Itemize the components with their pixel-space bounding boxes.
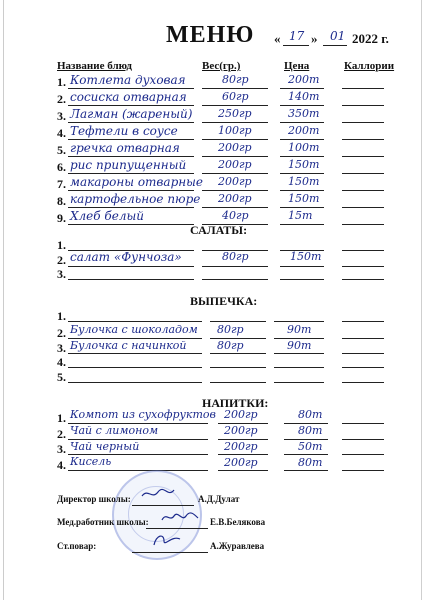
director-label: Директор школы:: [57, 494, 131, 504]
dish-name: Лагман (жареный): [70, 107, 193, 121]
date-day: 17: [289, 29, 305, 43]
calories-blank: [342, 224, 384, 225]
dish-price: 100т: [288, 141, 320, 154]
page-edge-left: [3, 0, 4, 600]
dish-price: 350т: [288, 107, 320, 120]
dish-price: 80т: [298, 408, 323, 421]
dish-name: Кисель: [70, 455, 112, 468]
dish-price: 15т: [288, 209, 313, 222]
dish-price: 90т: [287, 323, 312, 336]
calories-blank: [342, 139, 384, 140]
dish-weight: 80гр: [217, 339, 244, 352]
calories-blank: [342, 122, 384, 123]
dish-price: 80т: [298, 424, 323, 437]
dish-weight: 250гр: [218, 107, 252, 120]
calories-blank: [342, 173, 384, 174]
column-header-name: Название блюд: [57, 60, 132, 72]
column-header-weight: Вес(гр.): [202, 60, 241, 72]
dish-weight: 200гр: [224, 440, 258, 453]
medic-label: Мед.работник школы:: [57, 517, 149, 527]
dish-name: Тефтели в соусе: [70, 124, 178, 138]
medic-signature: [160, 508, 200, 526]
calories-blank: [342, 88, 384, 89]
dish-price: 80т: [298, 456, 323, 469]
dish-price: 200т: [288, 124, 320, 137]
dish-price: 150т: [288, 192, 320, 205]
calories-blank: [342, 105, 384, 106]
dish-weight: 200гр: [224, 408, 258, 421]
dish-name: салат «Фунчоза»: [70, 250, 182, 264]
column-header-calories: Каллории: [344, 60, 395, 72]
dish-name: картофельное пюре: [70, 192, 201, 206]
dish-weight: 80гр: [222, 73, 249, 86]
menu-page: МЕНЮ « 17 » 01 2022 г. Название блюд Вес(гр.) Цена Каллории 1. Котлета духовая 80гр 200т 2. сосиска отварная 60гр 140т 3. Лагман (жареный) 250гр 350т 4. Тефтели в соусе 100гр 200т 5. гречка отварная 200гр 100т 6. рис припущенный 200гр 150т 7. макароны отварные 200гр 150т 8. картофельное пюре 200гр 150т 9. Хлеб белый 40гр 15т САЛАТЫ: 1. 2. салат «Фунчоза» 80гр 150т 3. ВЫПЕЧКА: 1. 2. Булочка с шоколадом 80гр 90т 3. Булочка с начинкой 80гр 90т 4. 5. НАПИТКИ: 1. Компот из сухофруктов 200гр 80т 2. Чай с лимоном 200гр 80т 3. Чай черный 200гр 50т 4. Кисель 200гр 80т Директор школы: А.Д.Дулат Мед.работник школы: Е.В.Белякова Ст.повар: А.Журавлева: [0, 0, 426, 600]
dish-weight: 200гр: [218, 158, 252, 171]
dish-weight: 200гр: [224, 456, 258, 469]
cook-name: А.Журавлева: [210, 541, 265, 551]
calories-blank: [342, 207, 384, 208]
dish-name: Чай черный: [70, 440, 140, 453]
dish-weight: 60гр: [222, 90, 249, 103]
dish-name: Чай с лимоном: [70, 424, 159, 437]
dish-weight: 200гр: [218, 175, 252, 188]
dish-price: 50т: [298, 440, 323, 453]
dish-name: Котлета духовая: [70, 73, 186, 87]
column-header-price: Цена: [284, 60, 310, 72]
dish-name: Хлеб белый: [70, 209, 144, 223]
dish-price: 200т: [288, 73, 320, 86]
dish-price: 150т: [288, 175, 320, 188]
cook-label: Ст.повар:: [57, 541, 97, 551]
dish-weight: 80гр: [217, 323, 244, 336]
dish-name: Булочка с начинкой: [70, 339, 187, 352]
cook-signature: [150, 531, 184, 549]
dish-weight: 40гр: [222, 209, 249, 222]
calories-blank: [342, 190, 384, 191]
dish-weight: 100гр: [218, 124, 252, 137]
date-year: 2022 г.: [352, 31, 389, 46]
dish-name: гречка отварная: [70, 141, 180, 155]
director-name: А.Д.Дулат: [198, 494, 240, 504]
dish-name: макароны отварные: [70, 175, 204, 189]
dish-name: Компот из сухофруктов: [70, 408, 216, 421]
calories-blank: [342, 156, 384, 157]
section-heading-bakery: ВЫПЕЧКА:: [190, 294, 258, 308]
medic-name: Е.В.Белякова: [210, 517, 266, 527]
dish-name: Булочка с шоколадом: [70, 323, 198, 336]
dish-price: 150т: [290, 250, 322, 263]
dish-weight: 80гр: [222, 250, 249, 263]
director-signature: [140, 486, 176, 502]
dish-price: 140т: [288, 90, 320, 103]
section-heading-drinks: НАПИТКИ:: [202, 396, 269, 410]
dish-weight: 200гр: [218, 141, 252, 154]
dish-name: рис припущенный: [70, 158, 187, 172]
page-edge-right: [421, 0, 422, 600]
dish-weight: 200гр: [224, 424, 258, 437]
date-month: 01: [330, 29, 346, 43]
section-heading-salads: САЛАТЫ:: [190, 223, 248, 237]
dish-price: 150т: [288, 158, 320, 171]
dish-weight: 200гр: [218, 192, 252, 205]
dish-name: сосиска отварная: [70, 90, 187, 104]
dish-price: 90т: [287, 339, 312, 352]
menu-title: МЕНЮ: [166, 22, 255, 48]
